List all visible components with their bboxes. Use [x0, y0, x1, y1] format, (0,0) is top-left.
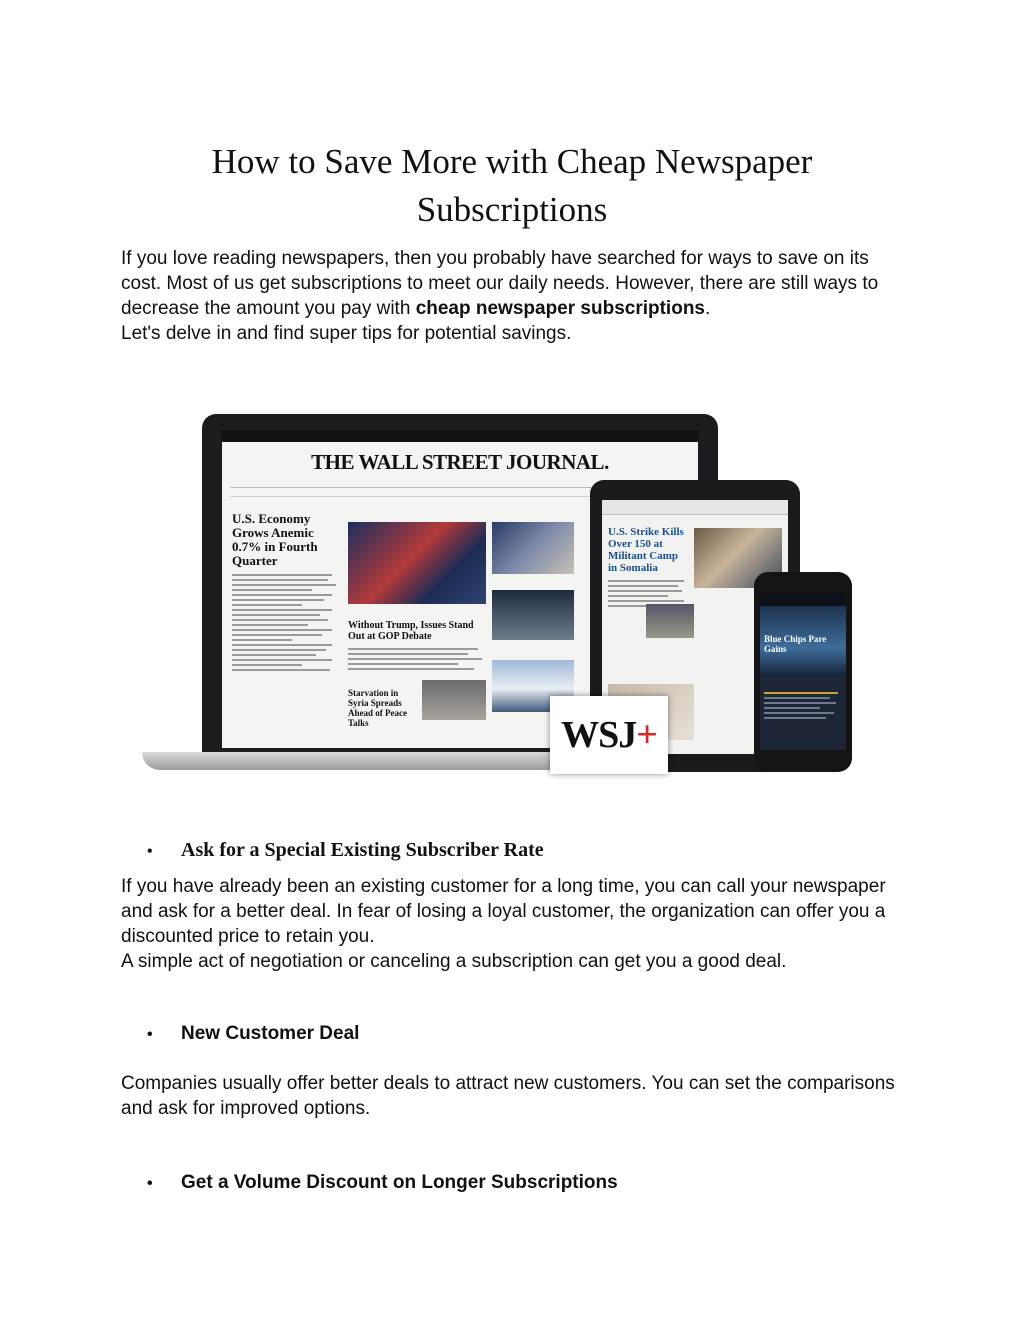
crowd-photo — [492, 590, 574, 640]
section-heading-existing-rate — [147, 838, 544, 864]
section-heading-text: Ask for a Special Existing Subscriber Rate — [181, 839, 544, 861]
story-text-lines — [608, 580, 688, 607]
wsj-logo-text: WSJ — [561, 714, 637, 756]
story-headline: Without Trump, Issues Stand Out at GOP Debate — [348, 620, 474, 642]
section-body-text: Companies usually offer better deals to attract new customers. You can set the comparisons and ask for improved options. — [121, 1073, 895, 1119]
phone-headline-box — [764, 634, 842, 654]
phone-toolbar — [760, 594, 846, 606]
election-photo — [492, 522, 574, 574]
market-ticker — [222, 430, 698, 442]
debate-photo — [348, 522, 486, 604]
section-heading-new-customer — [147, 1021, 359, 1047]
intro-paragraph — [121, 246, 911, 346]
laptop-story-2 — [348, 688, 418, 728]
page-title: How to Save More with Cheap Newspaper Subscriptions — [211, 142, 813, 229]
tablet-photo-2 — [646, 604, 694, 638]
tablet-toolbar — [602, 500, 788, 515]
tablet-lead-story — [608, 526, 688, 610]
bullet-icon: • — [147, 1026, 153, 1043]
section-body-text: If you have already been an existing customer for a long time, you can call your newspaper and ask for a better deal. In fear of losing a loyal customer, the organization can offer you a discounted price to retain you. — [121, 876, 886, 947]
tablet-headline: U.S. Strike Kills Over 150 at Militant Camp in Somalia — [608, 526, 684, 574]
lead-headline: U.S. Economy Grows Anemic 0.7% in Fourth Quarter — [232, 511, 318, 568]
wsj-plus-logo — [550, 696, 668, 774]
section-heading-text: New Customer Deal — [181, 1023, 360, 1044]
laptop-lead-story — [232, 512, 342, 674]
bullet-icon: • — [147, 843, 153, 860]
devices-illustration — [140, 400, 860, 790]
phone-screen — [760, 594, 846, 750]
phone — [754, 572, 852, 772]
section-body-existing-rate — [121, 874, 911, 974]
story-text-lines — [232, 574, 342, 671]
intro-text: If you love reading newspapers, then you probably have searched for ways to save on its cost. Most of us get subscriptions to meet our daily needs. However, there are still ways to decrease the amount you pay with — [121, 248, 879, 319]
bullet-icon: • — [147, 1175, 153, 1192]
syria-photo — [422, 680, 486, 720]
section-body-new-customer — [121, 1071, 911, 1121]
section-body-text-2: A simple act of negotiation or canceling a subscription can get you a good deal. — [121, 951, 787, 972]
laptop-story — [348, 620, 486, 673]
wsj-logo-plus: + — [636, 714, 657, 756]
intro-line-2: Let's delve in and find super tips for potential savings. — [121, 323, 572, 344]
story-text-lines — [348, 648, 486, 670]
phone-headline: Blue Chips Pare Gains — [764, 634, 827, 654]
section-heading-text: Get a Volume Discount on Longer Subscriptions — [181, 1172, 618, 1193]
intro-period: . — [705, 298, 711, 319]
laptop-masthead: THE WALL STREET JOURNAL. — [311, 450, 609, 474]
phone-text-lines — [764, 692, 842, 722]
intro-bold-phrase: cheap newspaper subscriptions — [415, 298, 705, 319]
section-heading-volume-discount — [147, 1170, 618, 1196]
story-headline: Starvation in Syria Spreads Ahead of Peace Talks — [348, 688, 407, 728]
